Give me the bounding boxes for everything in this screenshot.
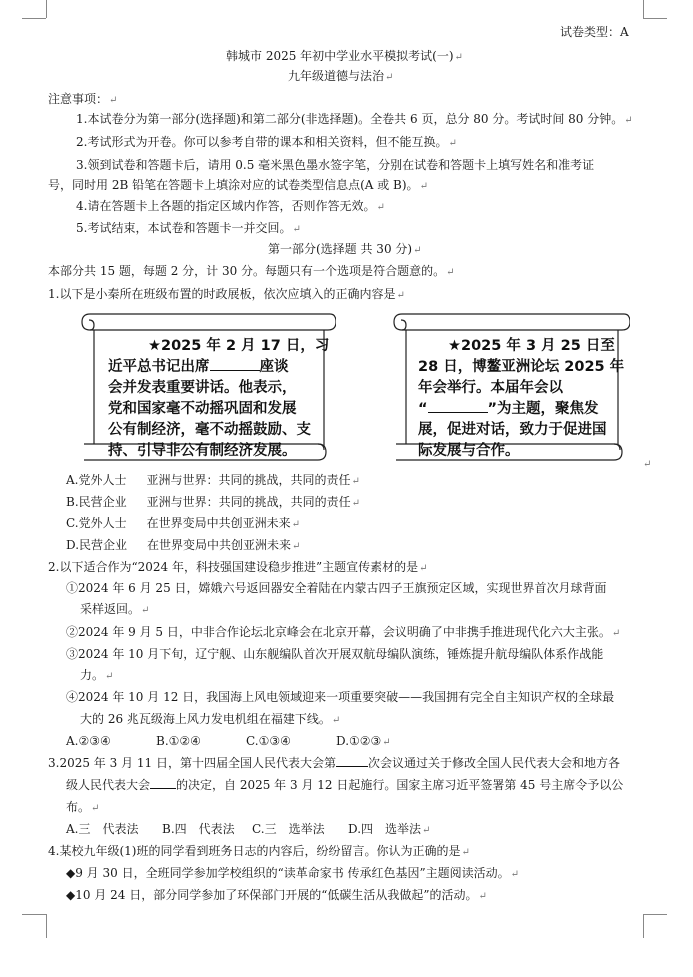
board-right-blank: [428, 412, 488, 413]
q3-option-d[interactable]: D.四 选举法↵: [348, 822, 431, 836]
q3-option-b[interactable]: B.四 代表法: [162, 822, 235, 836]
q2-item-4: ④2024 年 10 月 12 日，我国海上风电领域迎来一项重要突破——我国拥有完全自主知识产权的全球最: [66, 690, 615, 704]
q2-item-3: ③2024 年 10 月下旬，辽宁舰、山东舰编队首次开展双航母编队演练，锤炼提升航母编队体系作战能: [66, 647, 604, 661]
crop-mark-top-right-h: [643, 18, 667, 19]
q1-option-a[interactable]: A.党外人士 亚洲与世界：共同的挑战，共同的责任↵: [66, 473, 360, 487]
crop-mark-bottom-left-v: [46, 914, 47, 938]
q3-stem-line-2: 级人民代表大会 的决定，自 2025 年 3 月 12 日起施行。国家主席习近平签署第 45 号主席令予以公: [66, 778, 624, 792]
board-left-line-6: 持、引导非公有制经济发展。: [108, 443, 297, 459]
q2-item-4-cont: 大的 26 兆瓦级海上风力发电机组在福建下线。↵: [80, 712, 341, 726]
board-left-line-2: 近平总书记出席 座谈: [108, 359, 289, 375]
notice-heading: 注意事项：↵: [48, 92, 118, 106]
notice-item-5: 5.考试结束，本试卷和答题卡一并交回。↵: [76, 221, 301, 235]
crop-mark-bottom-right-h: [643, 914, 667, 915]
board-right-line-3: 年会举行。本届年会以: [418, 380, 563, 396]
q3-blank-1: [336, 766, 368, 767]
q1-option-c[interactable]: C.党外人士 在世界变局中共创亚洲未来↵: [66, 516, 300, 530]
board-right-line-1: ★2025 年 3 月 25 日至: [448, 338, 615, 354]
q4-log-item-1: ◆9 月 30 日，全班同学参加学校组织的“读革命家书 传承红色基因”主题阅读活动。↵: [66, 866, 520, 880]
board-right-line-6: 际发展与合作。: [418, 443, 520, 459]
q1-option-b[interactable]: B.民营企业 亚洲与世界：共同的挑战，共同的责任↵: [66, 495, 361, 509]
q1-option-d[interactable]: D.民营企业 在世界变局中共创亚洲未来↵: [66, 538, 301, 552]
board-left-line-4: 党和国家毫不动摇巩固和发展: [108, 401, 297, 417]
notice-item-2: 2.考试形式为开卷。你可以参考自带的课本和相关资料，但不能互换。↵: [76, 135, 457, 149]
q2-item-3-cont: 力。↵: [80, 668, 114, 682]
notice-item-3: 3.领到试卷和答题卡后，请用 0.5 毫米黑色墨水签字笔，分别在试卷和答题卡上填写姓名和准考证: [76, 158, 595, 172]
q2-option-c[interactable]: C.①③④: [246, 734, 291, 748]
notice-item-1: 1.本试卷分为第一部分(选择题)和第二部分(非选择题)。全卷共 6 页，总分 80 分。考试时间 80 分钟。↵: [76, 112, 633, 126]
q2-item-1: ①2024 年 6 月 25 日，嫦娥六号返回器安全着陆在内蒙古四子王旗预定区域，实现世界首次月球背面: [66, 581, 607, 595]
notice-item-3-cont: 号，同时用 2B 铅笔在答题卡上填涂对应的试卷类型信息点(A 或 B)。↵: [48, 178, 428, 192]
crop-mark-bottom-right-v: [643, 914, 644, 938]
q1-stem: 1.以下是小秦所在班级布置的时政展板，依次应填入的正确内容是↵: [48, 287, 405, 301]
board-right-line-5: 展，促进对话，致力于促进国: [418, 422, 607, 438]
q4-log-item-2: ◆10 月 24 日，部分同学参加了环保部门开展的“低碳生活从我做起”的活动。↵: [66, 888, 487, 902]
q3-option-c[interactable]: C.三 选举法: [252, 822, 325, 836]
news-board-left: [80, 312, 336, 462]
part1-intro: 本部分共 15 题，每题 2 分，计 30 分。每题只有一个选项是符合题意的。↵: [48, 264, 455, 278]
crop-mark-top-left-h: [22, 18, 46, 19]
crop-mark-top-left-v: [46, 0, 47, 18]
q3-blank-2: [150, 788, 176, 789]
q2-option-a[interactable]: A.②③④: [66, 734, 111, 748]
exam-subtitle: 九年级道德与法治↵: [288, 69, 394, 83]
q3-stem-line-1: 3.2025 年 3 月 11 日，第十四届全国人民代表大会第 次会议通过关于修改全国人民代表大会和地方各: [48, 756, 620, 770]
news-board-right: [392, 312, 630, 462]
crop-mark-top-right-v: [643, 0, 644, 18]
q3-stem-line-3: 布。↵: [66, 800, 100, 814]
q2-item-2: ②2024 年 9 月 5 日，中非合作论坛北京峰会在北京开幕，会议明确了中非携手推进现代化六大主张。↵: [66, 625, 621, 639]
q2-option-d[interactable]: D.①②③↵: [336, 734, 391, 748]
q2-item-1-cont: 采样返回。↵: [80, 602, 150, 616]
exam-title: 韩城市 2025 年初中学业水平模拟考试(一)↵: [226, 49, 463, 63]
crop-mark-bottom-left-h: [22, 914, 46, 915]
part1-heading: 第一部分(选择题 共 30 分)↵: [268, 242, 422, 256]
board-left-blank: [210, 370, 260, 371]
q4-stem: 4.某校九年级(1)班的同学看到班务日志的内容后，纷纷留言。你认为正确的是↵: [48, 844, 470, 858]
board-right-line-4: “ ”为主题，聚焦发: [418, 401, 599, 417]
board-return-mark: ↵: [643, 459, 652, 470]
q3-option-a[interactable]: A.三 代表法: [66, 822, 139, 836]
board-right-line-2: 28 日，博鳌亚洲论坛 2025 年: [418, 359, 625, 375]
q2-option-b[interactable]: B.①②④: [156, 734, 201, 748]
paper-type-label: 试卷类型：A: [560, 25, 629, 39]
board-left-line-5: 公有制经济，毫不动摇鼓励、支: [108, 422, 311, 438]
q2-stem: 2.以下适合作为“2024 年，科技强国建设稳步推进”主题宣传素材的是↵: [48, 560, 428, 574]
notice-item-4: 4.请在答题卡上各题的指定区域内作答，否则作答无效。↵: [76, 199, 385, 213]
board-left-line-1: ★2025 年 2 月 17 日，习: [148, 338, 330, 354]
board-left-line-3: 会并发表重要讲话。他表示，: [108, 380, 297, 396]
